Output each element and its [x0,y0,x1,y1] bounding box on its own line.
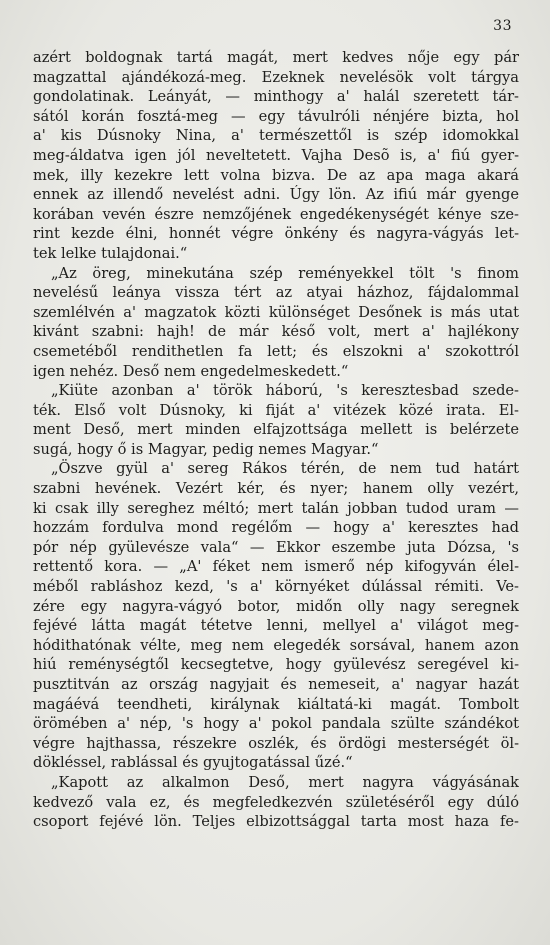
text-line: azért boldognak tartá magát, mert kedves nője egy pár [33,49,519,66]
text-line: „Kapott az alkalmon Deső, mert nagyra vágyásának [51,773,519,791]
text-line: hozzám fordulva mond regélőm — hogy a' keresztes had [33,519,519,537]
text-line: pusztitván az ország nagyjait és nemeseit, a' nagyar hazát [33,676,519,693]
text-line: rettentő kora. — „A' féket nem ismerő nép kifogyván élel- [33,558,519,576]
text-line: igen nehéz. Deső nem engedelmeskedett.“ [33,362,349,380]
text-line: sugá, hogy ő is Magyar, pedig nemes Magyar.“ [33,440,379,458]
page-number: 33 [493,18,512,34]
text-line: rint kezde élni, honnét végre önkény és nagyra-vágyás let- [33,225,519,243]
text-line: nevelésű leánya vissza tért az atyai házhoz, fájdalommal [33,284,519,302]
text-line: végre hajthassa, részekre oszlék, és ördögi mesterségét öl- [33,734,519,752]
text-line: kivánt szabni: hajh! de már késő volt, mert a' hajlékony [33,323,519,341]
text-line: „Kiüte azonban a' török háború, 's keresztesbad szede- [51,382,519,400]
text-line: csoport fejévé lön. Teljes elbizottsággal tarta most haza fe- [33,813,519,831]
text-line: ennek az illendő nevelést adni. Úgy lön. Az ifiú már gyenge [33,186,519,204]
text-line: dökléssel, rablással és gyujtogatással űzé.“ [33,754,353,772]
text-line: csemetéből rendithetlen fa lett; és elszokni a' szokottról [33,342,519,360]
text-line: sától korán fosztá-meg — egy távulróli nénjére bizta, hol [33,107,519,125]
text-line: szemlélvén a' magzatok közti különséget Desőnek is más utat [33,303,519,321]
text-line: a' kis Dúsnoky Nina, a' természettől is szép idomokkal [33,127,519,145]
text-line: tek lelke tulajdonai.“ [33,244,188,262]
text-line: hiú reménységtől kecsegtetve, hogy gyülevész seregével ki- [33,656,519,674]
text-line: magzattal ajándékozá-meg. Ezeknek nevelésök volt tárgya [33,68,519,86]
text-line: szabni hevének. Vezért kér, és nyer; hanem olly vezért, [33,480,519,498]
text-line: örömében a' nép, 's hogy a' pokol pandala szülte szándékot [33,715,519,733]
text-line: zére egy nagyra-vágyó botor, midőn olly nagy seregnek [33,597,519,615]
text-line: magáévá teendheti, királynak kiáltatá-ki magát. Tombolt [33,695,519,713]
text-line: pór nép gyülevésze vala“ — Ekkor eszembe juta Dózsa, 's [33,538,519,556]
text-line: mek, illy kezekre lett volna bizva. De az apa maga akará [33,166,519,184]
text-line: ték. Első volt Dúsnoky, ki fiját a' vitézek közé irata. El- [33,401,519,419]
text-line: meg-áldatva igen jól neveltetett. Vajha Desõ is, a' fiú gyer- [33,146,519,164]
text-line: „Öszve gyül a' sereg Rákos térén, de nem tud határt [51,460,519,478]
text-line: hódithatónak vélte, meg nem elegedék sorsával, hanem azon [33,636,519,654]
text-line: ki csak illy sereghez méltó; mert talán jobban tudod uram — [33,499,519,517]
text-line: gondolatinak. Leányát, — minthogy a' halál szeretett tár- [33,88,519,106]
text-line: „Az öreg, minekutána szép reményekkel tölt 's finom [51,264,519,282]
body-text [33,48,519,832]
text-line: korában vevén észre nemzőjének engedékenységét kénye sze- [33,205,519,223]
text-line: méből rabláshoz kezd, 's a' környéket dúlással rémiti. Ve- [33,578,519,596]
text-line: fejévé látta magát tétetve lenni, mellyel a' világot meg- [33,617,519,635]
text-line: kedvező vala ez, és megfeledkezvén születéséről egy dúló [33,793,519,811]
text-line: ment Deső, mert minden elfajzottsága mellett is belérzete [33,421,519,439]
